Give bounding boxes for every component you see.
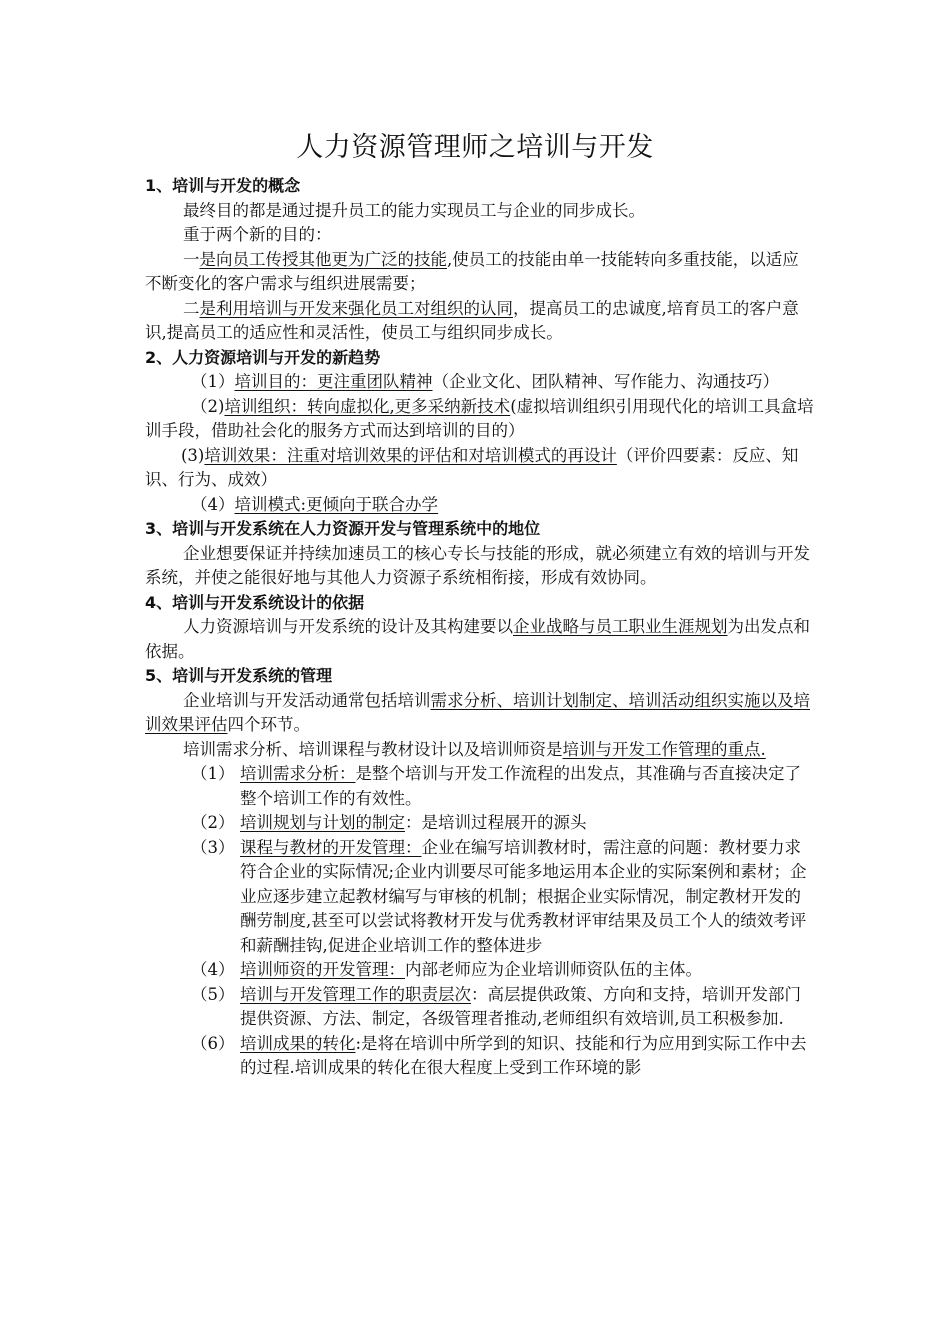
text-run: 一 — [183, 249, 200, 269]
underlined-text: 需求分析、培训计划制定、培训活动组织实施以及培训效果评估 — [145, 690, 810, 734]
section-1-heading: 1、培训与开发的概念 — [145, 176, 301, 195]
item-number: (3) — [181, 445, 205, 465]
underlined-text: 培训规划与计划的制定 — [240, 813, 405, 832]
section-1-para-4 — [145, 297, 815, 346]
text-run: 为出发点和依据。 — [145, 617, 810, 661]
text-run: 内部老师应为企业培训师资队伍的主体。 — [405, 960, 702, 979]
section-4-heading: 4、培训与开发系统设计的依据 — [145, 592, 365, 612]
underlined-text: 培训目的：更注重团队精神 — [234, 372, 433, 391]
item-number: （6） — [191, 1033, 235, 1053]
section-5-para-2 — [145, 738, 815, 763]
text-run: ，提高员工的忠诚度,培育员工的客户意识,提高员工的适应性和灵活性，使员工与组织同步成长。 — [145, 298, 799, 342]
text-run: 四个环节。 — [227, 715, 310, 734]
text-run: 是整个培训与开发工作流程的出发点，其准确与否直接决定了整个培训工作的有效性。 — [240, 764, 801, 808]
text-run: 人力资源培训与开发系统的设计及其构建要以 — [183, 617, 513, 636]
underlined-text: 培训需求分析： — [240, 764, 356, 783]
document-title: 人力资源管理师之培训与开发 — [296, 132, 654, 163]
section-5-heading: 5、培训与开发系统的管理 — [145, 666, 333, 685]
text-run: ,使员工的技能由单一技能转向多重技能，以适应不断变化的客户需求与组织进展需要； — [145, 249, 799, 293]
section-2-item-4 — [145, 493, 815, 518]
section-5-para-1 — [145, 689, 815, 738]
list-item — [145, 958, 815, 983]
item-text — [240, 958, 815, 983]
text-run: 培训需求分析、培训课程与教材设计以及培训师资是 — [183, 739, 563, 759]
underlined-text: 培训成果的转化 — [240, 1033, 356, 1053]
section-2-item-1 — [145, 370, 815, 395]
list-item — [145, 811, 815, 836]
underlined-text: 培训与开发工作管理的重点. — [562, 739, 766, 759]
text-run: :是将在培训中所学到的知识、技能和行为应用到实际工作中去的过程.培训成果的转化在很大程度上受到工作环境的影 — [240, 1033, 807, 1077]
item-text — [240, 836, 815, 959]
text-run: 二 — [183, 298, 200, 318]
underlined-text: 是利用培训与开发来强化员工对组织的认同 — [199, 298, 513, 318]
item-number: （3） — [191, 837, 235, 857]
text-run: ：是培训过程展开的源头 — [405, 813, 587, 832]
section-1-para-1: 最终目的都是通过提升员工的能力实现员工与企业的同步成长。 — [183, 200, 645, 220]
item-text — [240, 762, 815, 811]
item-text — [240, 811, 815, 836]
section-1-para-3 — [145, 248, 815, 297]
list-item — [145, 836, 815, 959]
underlined-text: 培训组织：转向虚拟化,更多采纳新技术 — [224, 396, 511, 416]
item-number: （1） — [191, 764, 235, 783]
section-1-para-2: 重于两个新的目的： — [183, 225, 332, 244]
list-item — [145, 762, 815, 811]
underlined-text: 培训与开发管理工作的职责层次 — [240, 984, 471, 1004]
item-number: （4） — [191, 494, 235, 514]
underlined-text: 培训模式:更倾向于联合办学 — [234, 494, 439, 514]
section-2-item-2 — [145, 395, 815, 444]
text-run: 企业培训与开发活动通常包括培训 — [183, 690, 431, 710]
item-number: （2） — [191, 813, 235, 832]
text-run: （评价四要素：反应、知识、行为、成效） — [145, 445, 799, 489]
text-run: （企业文化、团队精神、写作能力、沟通技巧） — [432, 372, 779, 391]
underlined-text: 课程与教材的开发管理： — [240, 837, 422, 857]
item-number: （5） — [191, 984, 235, 1004]
text-run: (虚拟培训组织引用现代化的培训工具盒培训手段，借助社会化的服务方式而达到培训的目的） — [145, 396, 814, 440]
section-3-heading: 3、培训与开发系统在人力资源开发与管理系统中的地位 — [145, 519, 541, 538]
underlined-text: 培训师资的开发管理： — [240, 960, 405, 979]
item-text — [240, 983, 815, 1032]
underlined-text: 企业战略与员工职业生涯规划 — [513, 617, 728, 636]
list-item — [145, 1032, 815, 1081]
item-number: （2) — [191, 396, 225, 416]
item-text — [240, 1032, 815, 1081]
section-2-item-3 — [145, 444, 815, 493]
list-item — [145, 983, 815, 1032]
item-number: （1） — [191, 372, 235, 391]
item-number: （4） — [191, 960, 235, 979]
underlined-text: 是向员工传授其他更为广泛的技能 — [199, 249, 447, 269]
section-4-para-1 — [145, 615, 815, 664]
text-run: ：高层提供政策、方向和支持，培训开发部门提供资源、方法、制定，各级管理者推动,老师组织有效培训,员工积极参加. — [240, 984, 801, 1028]
section-3-para-1: 企业想要保证并持续加速员工的核心专长与技能的形成，就必须建立有效的培训与开发系统，并使之能很好地与其他人力资源子系统相衔接，形成有效协同。 — [145, 543, 810, 587]
document-body — [145, 174, 815, 1081]
section-2-heading: 2、人力资源培训与开发的新趋势 — [145, 347, 381, 367]
text-run: 企业在编写培训教材时，需注意的问题：教材要力求符合企业的实际情况;企业内训要尽可能多地运用本企业的实际案例和素材；企业应逐步建立起教材编写与审核的机制；根据企业实际情况，制定教材开发的酬劳制度,甚至可以尝试将教材开发与优秀教材评审结果及员工个人的绩效考评和薪酬挂钩,促进企业培训工作的整体进步 — [240, 837, 807, 955]
underlined-text: 培训效果：注重对培训效果的评估和对培训模式的再设计 — [204, 445, 617, 465]
